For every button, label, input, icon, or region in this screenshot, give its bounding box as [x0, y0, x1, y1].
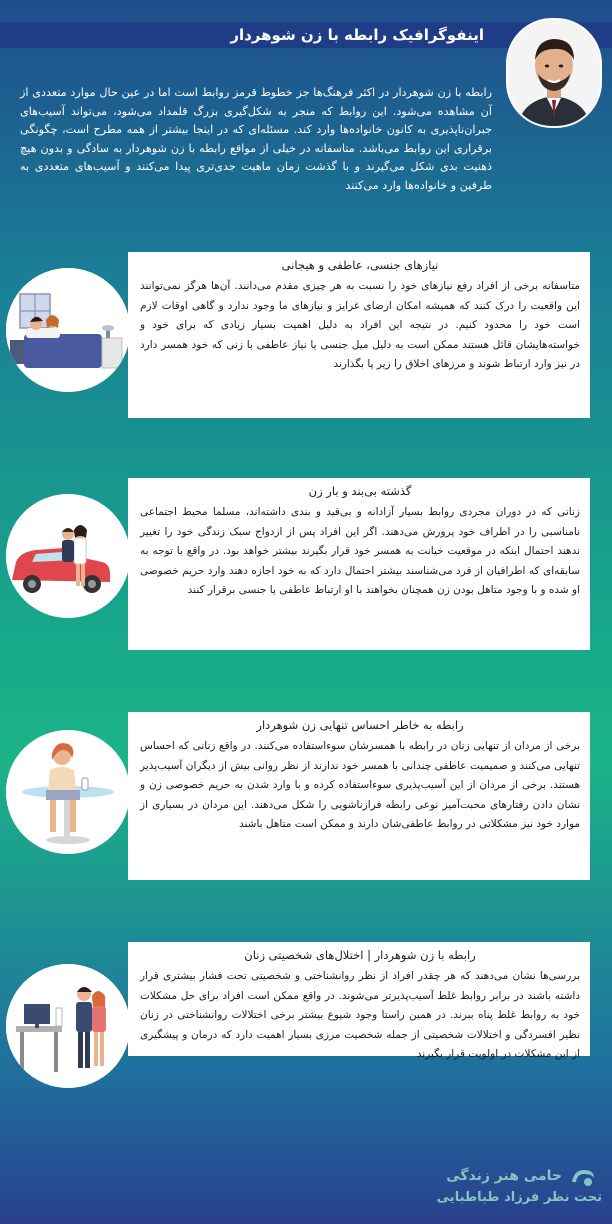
section-heading-1: نیازهای جنسی، عاطفی و هیجانی [281, 258, 439, 272]
section-body-1: متاسفانه برخی از افراد رفع نیازهای خود را نسبت به هر چیزی مقدم می‌دانند. آن‌ها هرگز نمی‌توانند این واقعیت را درک کنند که همیشه امکان ارضای غرایز و نیازهای ما وجود ندارد و گاهی اوقات لازم است خود را محدود کنیم. در نتیجه این افراد به دلیل اهمیت بسیار زیادی که برای خود و خواسته‌هایشان قائل هستند ممکن است به دلیل میل جنسی یا نیاز عاطفی با زنی که خود همسر دارد در نیز وارد ارتباط شوند و مرزهای اخلاق را زیر پا بگذارند [140, 280, 580, 370]
brand-name: حامی هنر زندگی [446, 1168, 562, 1184]
office-couple-icon [6, 964, 130, 1088]
bedroom-couple-icon [6, 268, 130, 392]
illustration-car [6, 494, 130, 618]
section-card-3 [128, 712, 590, 880]
illustration-lonely-woman [6, 730, 130, 854]
illustration-bedroom [6, 268, 130, 392]
car-couple-icon [6, 494, 130, 618]
section-body-3: برخی از مردان از تنهایی زنان در رابطه با همسرشان سوءاستفاده می‌کنند. در واقع زنانی که احساس تنهایی می‌کنند و صمیمیت عاطفی چندانی با همسر خود ندارند از نظر روانی بیش از دیگران آسیب‌پذیر هستند. برخی از مردان از این آسیب‌پذیری سوءاستفاده کرده و با وارد شدن به حریم خصوصی زن و نشان دادن رفتارهای محبت‌آمیز نوعی رابطه فرازناشویی را شکل می‌دهند. این مردان در بسیاری از موارد خود نیز مشکلاتی در روابط عاطفی‌شان دارند و ممکن است متاهل باشند [140, 740, 580, 830]
author-portrait-icon [508, 20, 600, 126]
section-card-1 [128, 252, 590, 418]
section-card-2 [128, 478, 590, 650]
section-card-4 [128, 942, 590, 1060]
section-body-2: زنانی که در دوران مجردی روابط بسیار آزادانه و بی‌قید و بندی داشته‌اند، مسلما محیط اجتماعی نامناسبی را در اطراف خود پرورش می‌دهند. اگر این افراد پس از ازدواج سبک زندگی خود را تغییر ندهند احتمال اینکه در موقعیت خیانت به همسر خود قرار بگیرند بیشتر خواهد بود. در واقع با توجه به سابقه‌ای که اطرافیان از فرد می‌شناسند بیشتر احتمال دارد که به خود اجازه دهند وارد حریم خصوصی او شده و با وجود متاهل بودن زن همچنان بخواهند با او ارتباط عاطفی یا جنسی برقرار کنند [140, 506, 580, 596]
section-heading-4: رابطه با زن شوهردار | اختلال‌های شخصیتی زنان [244, 948, 476, 962]
page-title: اینفوگرافیک رابطه با زن شوهردار [230, 26, 484, 44]
brand-mark-icon [568, 1166, 598, 1190]
section-heading-3: رابطه به خاطر احساس تنهایی زن شوهردار [256, 718, 464, 732]
section-body-4: بررسی‌ها نشان می‌دهند که هر چقدر افراد از نظر روانشناختی و شخصیتی تحت فشار بیشتری قرار داشته باشند در برابر روابط غلط آسیب‌پذیرتر می‌شوند. در واقع ممکن است افراد برای حل مشکلات خود به روابط غلط پناه ببرند. در همین راستا وجود شیوع بیشتر برخی اختلالات روانشناختی در زنان نظیر افسردگی و اختلالات شخصیتی از جمله شخصیت مرزی بسیار اهمیت دارد که درمان و پیشگیری از این مشکلات در اولویت قرار بگیرند [140, 970, 580, 1060]
section-heading-2: گذشته بی‌بند و بار زن [308, 484, 412, 498]
brand-subtitle: تحت نظر فرزاد طباطبایی [436, 1190, 602, 1205]
illustration-office [6, 964, 130, 1088]
brand-logo [422, 1166, 602, 1216]
lonely-woman-icon [6, 730, 130, 854]
author-avatar [506, 18, 602, 128]
intro-paragraph: رابطه با زن شوهردار در اکثر فرهنگ‌ها جز خطوط قرمز روابط است اما در عین حال موارد متعددی از آن مشاهده می‌شود. این روابط که منجر به شکل‌گیری بزرگ قلمداد می‌شود، می‌تواند آسیب‌های جبران‌ناپذیری به کانون خانواده‌ها وارد کند. مسئله‌ای که در اینجا بیشتر از همه مطرح است، چگونگی برقراری این روابط می‌باشد. متاسفانه در خیلی از مواقع رابطه با زن شوهردار به سادگی و بدون هیچ ذهنیت بدی شکل می‌گیرند و با گذشت زمان ماهیت جدی‌تری پیدا می‌کنند و آسیب‌های متعددی به طرفین و خانواده‌ها وارد می‌کنند [20, 86, 492, 192]
